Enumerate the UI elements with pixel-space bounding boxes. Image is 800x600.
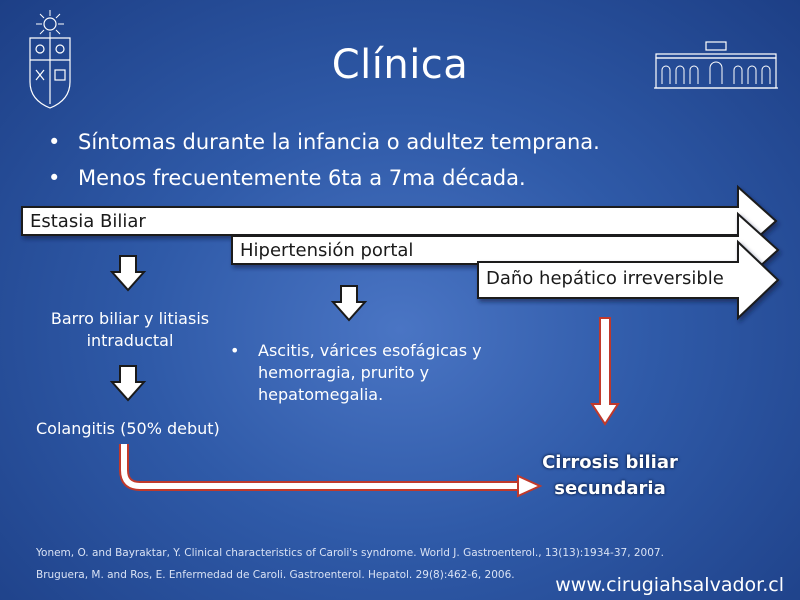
slide-title: Clínica xyxy=(331,42,469,88)
bullet-item: • Menos frecuentemente 6ta a 7ma década. xyxy=(48,160,600,196)
reference-1: Yonem, O. and Bayraktar, Y. Clinical characteristics of Caroli's syndrome. World J. Gastroenterol., 13(13):1934-37, 2007. xyxy=(36,547,664,559)
arrow-label-hipertension: Hipertensión portal xyxy=(240,240,414,261)
website-url: www.cirugiahsalvador.cl xyxy=(555,574,784,596)
ascitis-bullet: • xyxy=(230,341,240,360)
bullet-item: • Síntomas durante la infancia o adultez temprana. xyxy=(48,124,600,160)
down-arrow-hipertension xyxy=(333,286,365,320)
reference-2: Bruguera, M. and Ros, E. Enfermedad de Caroli. Gastroenterol. Hepatol. 29(8):462-6, 2006. xyxy=(36,569,515,581)
colangitis-text: Colangitis (50% debut) xyxy=(36,419,220,438)
ascitis-text: Ascitis, várices esofágicas y hemorragia, prurito y hepatomegalia. xyxy=(258,341,482,404)
arrow-label-dano: Daño hepático irreversible xyxy=(486,268,724,289)
red-arrow-down xyxy=(592,318,618,424)
arrow-label-estasia: Estasia Biliar xyxy=(30,211,146,232)
red-arrow-curve xyxy=(124,444,520,486)
down-arrow-barro xyxy=(112,366,144,400)
cirrosis-text: Cirrosis biliar secundaria xyxy=(542,452,678,499)
down-arrow-estasia xyxy=(112,256,144,290)
barro-biliar-text: Barro biliar y litiasis intraductal xyxy=(50,309,210,350)
